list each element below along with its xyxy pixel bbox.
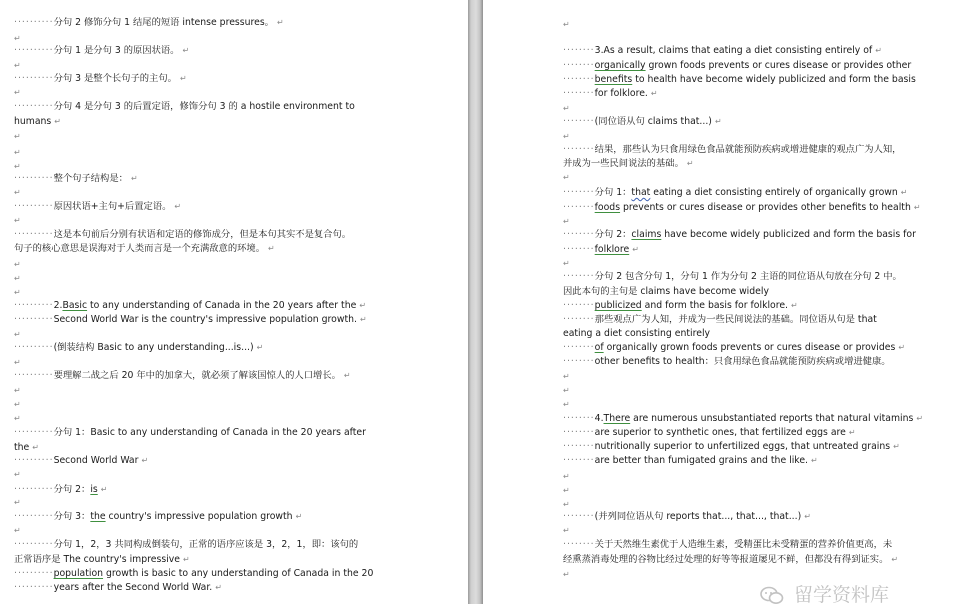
paragraph-mark: ↵ (14, 132, 21, 141)
paragraph-mark: ↵ (14, 148, 21, 157)
paragraph-mark: ↵ (14, 358, 21, 367)
paragraph-continuation: ··········Second World War is the country's impressive population growth. ↵ (14, 314, 367, 325)
right-document-page (483, 0, 960, 604)
paragraph-continuation: the ↵ (14, 442, 39, 453)
paragraph-mark: ↵ (14, 330, 21, 339)
paragraph: ··········分句 1：Basic to any understanding of Canada in the 20 years after (14, 427, 366, 438)
paragraph: ··········分句 4 是分句 3 的后置定语，修饰分句 3 的 a hostile environment to (14, 101, 355, 112)
page-gutter (468, 0, 483, 604)
paragraph-continuation: 经熏蒸消毒处理的谷物比经过处理的好等等报道屡见不鲜，但都没有得到证实。 ↵ (563, 554, 899, 565)
paragraph-mark: ↵ (14, 188, 21, 197)
paragraph: ········分句 2 包含分句 1，分句 1 作为分句 2 主语的同位语从句放在分句 2 中。 (563, 271, 902, 282)
paragraph-continuation: ········are better than fumigated grains and the like. ↵ (563, 455, 818, 466)
paragraph-continuation: ········are superior to synthetic ones, that fertilized eggs are ↵ (563, 427, 856, 438)
paragraph-continuation: 因此本句的主句是 claims have become widely (563, 286, 769, 297)
paragraph: ··········分句 3：the country's impressive population growth ↵ (14, 511, 303, 522)
paragraph: ········分句 2：claims have become widely publicized and form the basis for (563, 229, 916, 240)
paragraph: ········(并列同位语从句 reports that..., that..., that...) ↵ (563, 511, 811, 522)
paragraph-mark: ↵ (14, 526, 21, 535)
paragraph-mark: ↵ (563, 500, 570, 509)
paragraph: ··········分句 2：is ↵ (14, 484, 108, 495)
paragraph-continuation: ········organically grown foods prevents or cures disease or provides other (563, 60, 912, 71)
paragraph-mark: ↵ (14, 400, 21, 409)
paragraph-continuation: ········nutritionally superior to unfertilized eggs, that untreated grains ↵ (563, 441, 900, 452)
paragraph: ········(同位语从句 claims that...) ↵ (563, 116, 722, 127)
paragraph-mark: ↵ (14, 88, 21, 97)
paragraph-mark: ↵ (563, 400, 570, 409)
paragraph-continuation: 正常语序是 The country's impressive ↵ (14, 554, 190, 565)
paragraph-mark: ↵ (563, 372, 570, 381)
paragraph-continuation: ··········years after the Second World War. ↵ (14, 582, 222, 593)
left-document-page (0, 0, 468, 604)
paragraph: ········分句 1：that eating a diet consisting entirely of organically grown ↵ (563, 187, 908, 198)
wechat-icon (760, 586, 784, 606)
paragraph: ········关于天然维生素优于人造维生素，受精蛋比未受精蛋的营养价值更高，未 (563, 539, 893, 550)
paragraph-mark: ↵ (14, 288, 21, 297)
paragraph: ········4.There are numerous unsubstantiated reports that natural vitamins ↵ (563, 413, 924, 424)
paragraph: ··········整个句子结构是： ↵ (14, 173, 138, 184)
paragraph-mark: ↵ (563, 472, 570, 481)
paragraph-mark: ↵ (14, 470, 21, 479)
paragraph: ········那些观点广为人知，并成为一些民间说法的基础。同位语从句是 that (563, 314, 877, 325)
paragraph-mark: ↵ (563, 104, 570, 113)
paragraph-mark: ↵ (14, 61, 21, 70)
paragraph-mark: ↵ (563, 20, 570, 29)
paragraph-mark: ↵ (14, 162, 21, 171)
paragraph: ··········要理解二战之后 20 年中的加拿大，就必须了解该国惊人的人口增长。 ↵ (14, 370, 351, 381)
paragraph: ··········population growth is basic to any understanding of Canada in the 20 (14, 568, 374, 579)
paragraph-continuation: ········of organically grown foods prevents or cures disease or provides ↵ (563, 342, 906, 353)
paragraph-mark: ↵ (563, 526, 570, 535)
paragraph: ··········2.Basic to any understanding of Canada in the 20 years after the ↵ (14, 300, 367, 311)
paragraph-continuation: ········for folklore. ↵ (563, 88, 658, 99)
paragraph: ········结果，那些认为只食用绿色食品就能预防疾病或增进健康的观点广为人知， (563, 144, 902, 155)
paragraph: ········3.As a result, claims that eating a diet consisting entirely of ↵ (563, 45, 882, 56)
paragraph-continuation: ········folklore ↵ (563, 244, 639, 255)
paragraph-continuation: ········benefits to health have become widely publicized and form the basis (563, 74, 916, 85)
paragraph: ··········分句 1，2，3 共同构成倒装句，正常的语序应该是 3，2，1，即：该句的 (14, 539, 359, 550)
paragraph: ··········这是本句前后分别有状语和定语的修饰成分，但是本句其实不是复合句。 (14, 229, 352, 240)
paragraph-mark: ↵ (563, 132, 570, 141)
paragraph: ··········分句 1 是分句 3 的原因状语。 ↵ (14, 45, 190, 56)
paragraph-continuation: ········foods prevents or cures disease or provides other benefits to health ↵ (563, 202, 921, 213)
paragraph-mark: ↵ (14, 216, 21, 225)
paragraph: ··········分句 2 修饰分句 1 结尾的短语 intense pressures。 ↵ (14, 17, 284, 28)
paragraph-mark: ↵ (563, 173, 570, 182)
paragraph-continuation: 句子的核心意思是误海对于人类而言是一个充满敌意的环境。 ↵ (14, 243, 275, 254)
paragraph: ··········原因状语+主句+后置定语。 ↵ (14, 201, 182, 212)
paragraph-mark: ↵ (14, 260, 21, 269)
watermark (760, 580, 950, 604)
paragraph-mark: ↵ (14, 34, 21, 43)
paragraph-continuation: ········publicized and form the basis for folklore. ↵ (563, 300, 798, 311)
paragraph-mark: ↵ (563, 486, 570, 495)
paragraph: ··········(倒装结构 Basic to any understanding...is...) ↵ (14, 342, 264, 353)
paragraph-mark: ↵ (563, 259, 570, 268)
paragraph-mark: ↵ (563, 570, 570, 579)
watermark-text: 留学资料库 (794, 584, 890, 606)
paragraph-mark: ↵ (563, 217, 570, 226)
paragraph-continuation: 并成为一些民间说法的基础。 ↵ (563, 158, 694, 169)
paragraph-mark: ↵ (14, 414, 21, 423)
paragraph-mark: ↵ (14, 274, 21, 283)
paragraph-continuation: humans ↵ (14, 116, 61, 127)
paragraph-mark: ↵ (14, 386, 21, 395)
paragraph-mark: ↵ (14, 498, 21, 507)
paragraph-continuation: ········other benefits to health：只食用绿色食品就能预防疾病或增进健康。 (563, 356, 891, 367)
paragraph-continuation: eating a diet consisting entirely (563, 328, 711, 339)
paragraph-mark: ↵ (563, 386, 570, 395)
paragraph: ··········Second World War ↵ (14, 455, 149, 466)
paragraph: ··········分句 3 是整个长句子的主句。 ↵ (14, 73, 187, 84)
